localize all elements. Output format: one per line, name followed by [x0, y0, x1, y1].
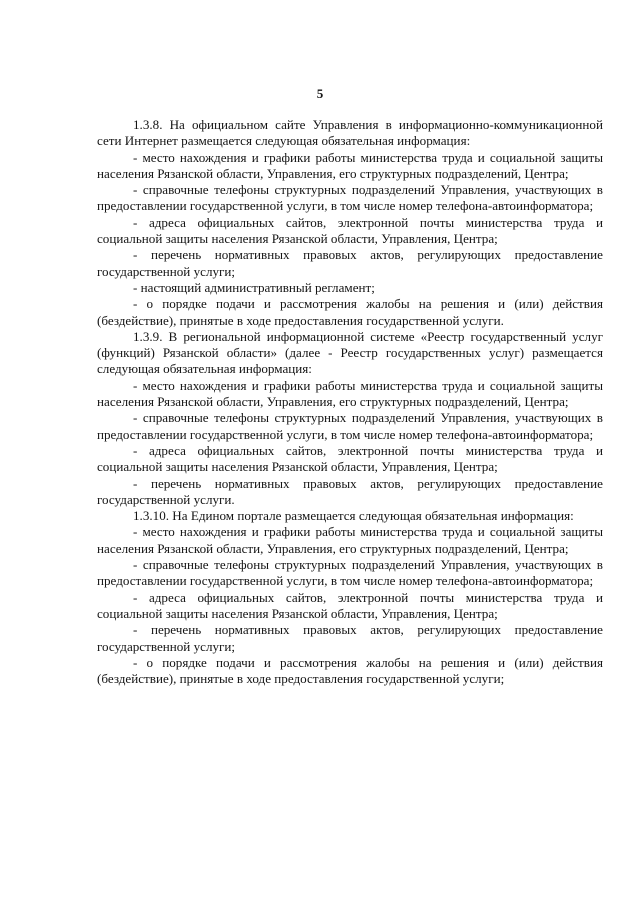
list-item: - место нахождения и графики работы министерства труда и социальной защиты населения Рязанской области, Управления, его структурных подразделений, Центра; — [97, 524, 603, 556]
section-heading-1-3-10: 1.3.10. На Едином портале размещается следующая обязательная информация: — [133, 508, 574, 524]
list-item: - перечень нормативных правовых актов, регулирующих предоставление государственной услуги; — [97, 622, 603, 654]
list-item: - адреса официальных сайтов, электронной почты министерства труда и социальной защиты населения Рязанской области, Управления, Центра; — [97, 214, 603, 247]
list-item: - перечень нормативных правовых актов, регулирующих предоставление государственной услуги; — [97, 247, 603, 279]
section-heading-1-3-9: 1.3.9. В региональной информационной системе «Реестр государственный услуг (функций) Рязанской области» (далее - Реестр государственных услуг) размещается следующая обязательная информация: — [97, 328, 603, 377]
page-number: 5 — [316, 86, 324, 101]
list-item: - место нахождения и графики работы министерства труда и социальной защиты населения Рязанской области, Управления, его структурных подразделений, Центра; — [97, 377, 603, 410]
list-item: - справочные телефоны структурных подразделений Управления, участвующих в предоставлении государственной услуги, в том числе номер телефона-автоинформатора; — [97, 410, 603, 442]
list-item: - место нахождения и графики работы министерства труда и социальной защиты населения Рязанской области, Управления, его структурных подразделений, Центра; — [97, 149, 603, 181]
list-item: - справочные телефоны структурных подразделений Управления, участвующих в предоставлении государственной услуги, в том числе номер телефона-автоинформатора; — [97, 557, 603, 589]
list-item: - справочные телефоны структурных подразделений Управления, участвующих в предоставлении государственной услуги, в том числе номер телефона-автоинформатора; — [97, 182, 603, 214]
document-body — [97, 117, 603, 687]
list-item: - адреса официальных сайтов, электронной почты министерства труда и социальной защиты населения Рязанской области, Управления, Центра; — [97, 589, 603, 621]
section-heading-1-3-8: 1.3.8. На официальном сайте Управления в информационно-коммуникационной сети Интернет размещается следующая обязательная информация: — [97, 117, 603, 149]
list-item: - адреса официальных сайтов, электронной почты министерства труда и социальной защиты населения Рязанской области, Управления, Центра; — [97, 442, 603, 475]
list-item: - о порядке подачи и рассмотрения жалобы на решения и (или) действия (бездействие), принятые в ходе предоставления государственной услуги. — [97, 296, 603, 328]
list-item: - настоящий административный регламент; — [133, 279, 375, 295]
list-item: - перечень нормативных правовых актов, регулирующих предоставление государственной услуги. — [97, 475, 603, 507]
list-item: - о порядке подачи и рассмотрения жалобы на решения и (или) действия (бездействие), принятые в ходе предоставления государственной услуги; — [97, 654, 603, 687]
